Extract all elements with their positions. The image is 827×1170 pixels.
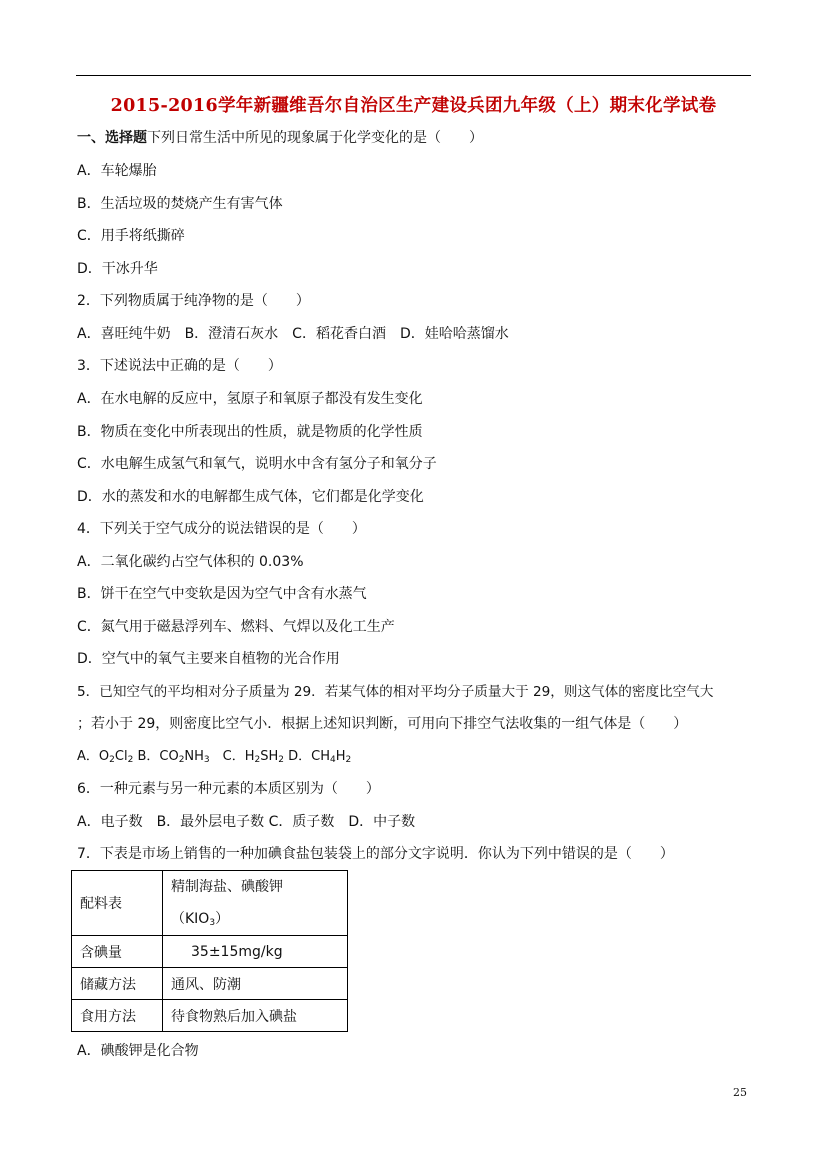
question-1-option-b: B．生活垃圾的焚烧产生有害气体: [77, 196, 283, 212]
table-cell-label: 储藏方法: [72, 968, 163, 1000]
question-1-option-c: C．用手将纸撕碎: [77, 228, 185, 244]
question-6-options: A．电子数 B．最外层电子数 C．质子数 D．中子数: [77, 814, 416, 830]
section-heading: 一、选择题: [77, 130, 147, 146]
header-rule: [76, 75, 751, 76]
question-3-stem: 3．下述说法中正确的是（ ）: [77, 358, 282, 374]
question-3-option-b: B．物质在变化中所表现出的性质，就是物质的化学性质: [77, 424, 423, 440]
question-1-option-d: D．干冰升华: [77, 261, 158, 277]
question-7-option-a: A．碘酸钾是化合物: [77, 1043, 199, 1059]
table-cell-label: 食用方法: [72, 1000, 163, 1032]
table-cell-value: 精制海盐、碘酸钾 $(KIO_3)$: [163, 871, 348, 936]
question-3-option-a: A．在水电解的反应中，氢原子和氧原子都没有发生变化: [77, 391, 423, 407]
table-row: [72, 968, 348, 1000]
question-2-stem: 2．下列物质属于纯净物的是（ ）: [77, 293, 310, 309]
question-5-stem-line-1: 5．已知空气的平均相对分子质量为 29．若某气体的相对平均分子质量大于 29，则这气体的密度比空气大: [77, 684, 714, 700]
question-4-option-a: A．二氧化碳约占空气体积的 0.03%: [77, 554, 304, 570]
question-1-option-a: A．车轮爆胎: [77, 163, 157, 179]
table-cell-value: 通风、防潮: [163, 968, 348, 1000]
table-cell-label: 配料表: [72, 871, 163, 936]
question-4-option-c: C．氮气用于磁悬浮列车、燃料、气焊以及化工生产: [77, 619, 395, 635]
table-row: [72, 871, 348, 936]
question-3-option-d: D．水的蒸发和水的电解都生成气体，它们都是化学变化: [77, 489, 424, 505]
salt-label-table: [71, 870, 348, 1032]
table-cell-label: 含碘量: [72, 936, 163, 968]
question-3-option-c: C．水电解生成氢气和氧气，说明水中含有氢分子和氧分子: [77, 456, 437, 472]
question-4-option-d: D．空气中的氧气主要来自植物的光合作用: [77, 651, 340, 667]
question-1-stem: 一、选择题下列日常生活中所见的现象属于化学变化的是（ ）: [77, 130, 483, 146]
question-5-options: A．$O_2Cl_2$ B．$CO_2NH_3$ C．$H_2SH_2$ D．$CH_4H_2$: [77, 749, 352, 765]
table-row: [72, 1000, 348, 1032]
question-4-option-b: B．饼干在空气中变软是因为空气中含有水蒸气: [77, 586, 367, 602]
question-5-stem-line-2: ；若小于 29，则密度比空气小．根据上述知识判断，可用向下排空气法收集的一组气体是（ ）: [77, 716, 688, 732]
page-number: 25: [733, 1086, 747, 1099]
table-cell-value: 35±15mg/kg: [163, 936, 348, 968]
question-4-stem: 4．下列关于空气成分的说法错误的是（ ）: [77, 521, 366, 537]
question-2-options: A．喜旺纯牛奶 B．澄清石灰水 C．稻花香白酒 D．娃哈哈蒸馏水: [77, 326, 509, 342]
table-cell-value: 待食物熟后加入碘盐: [163, 1000, 348, 1032]
table-row: [72, 936, 348, 968]
page-title: 2015-2016学年新疆维吾尔自治区生产建设兵团九年级（上）期末化学试卷: [110, 96, 717, 116]
question-6-stem: 6．一种元素与另一种元素的本质区别为（ ）: [77, 781, 380, 797]
question-7-stem: 7．下表是市场上销售的一种加碘食盐包装袋上的部分文字说明．你认为下列中错误的是（ ）: [77, 846, 674, 862]
